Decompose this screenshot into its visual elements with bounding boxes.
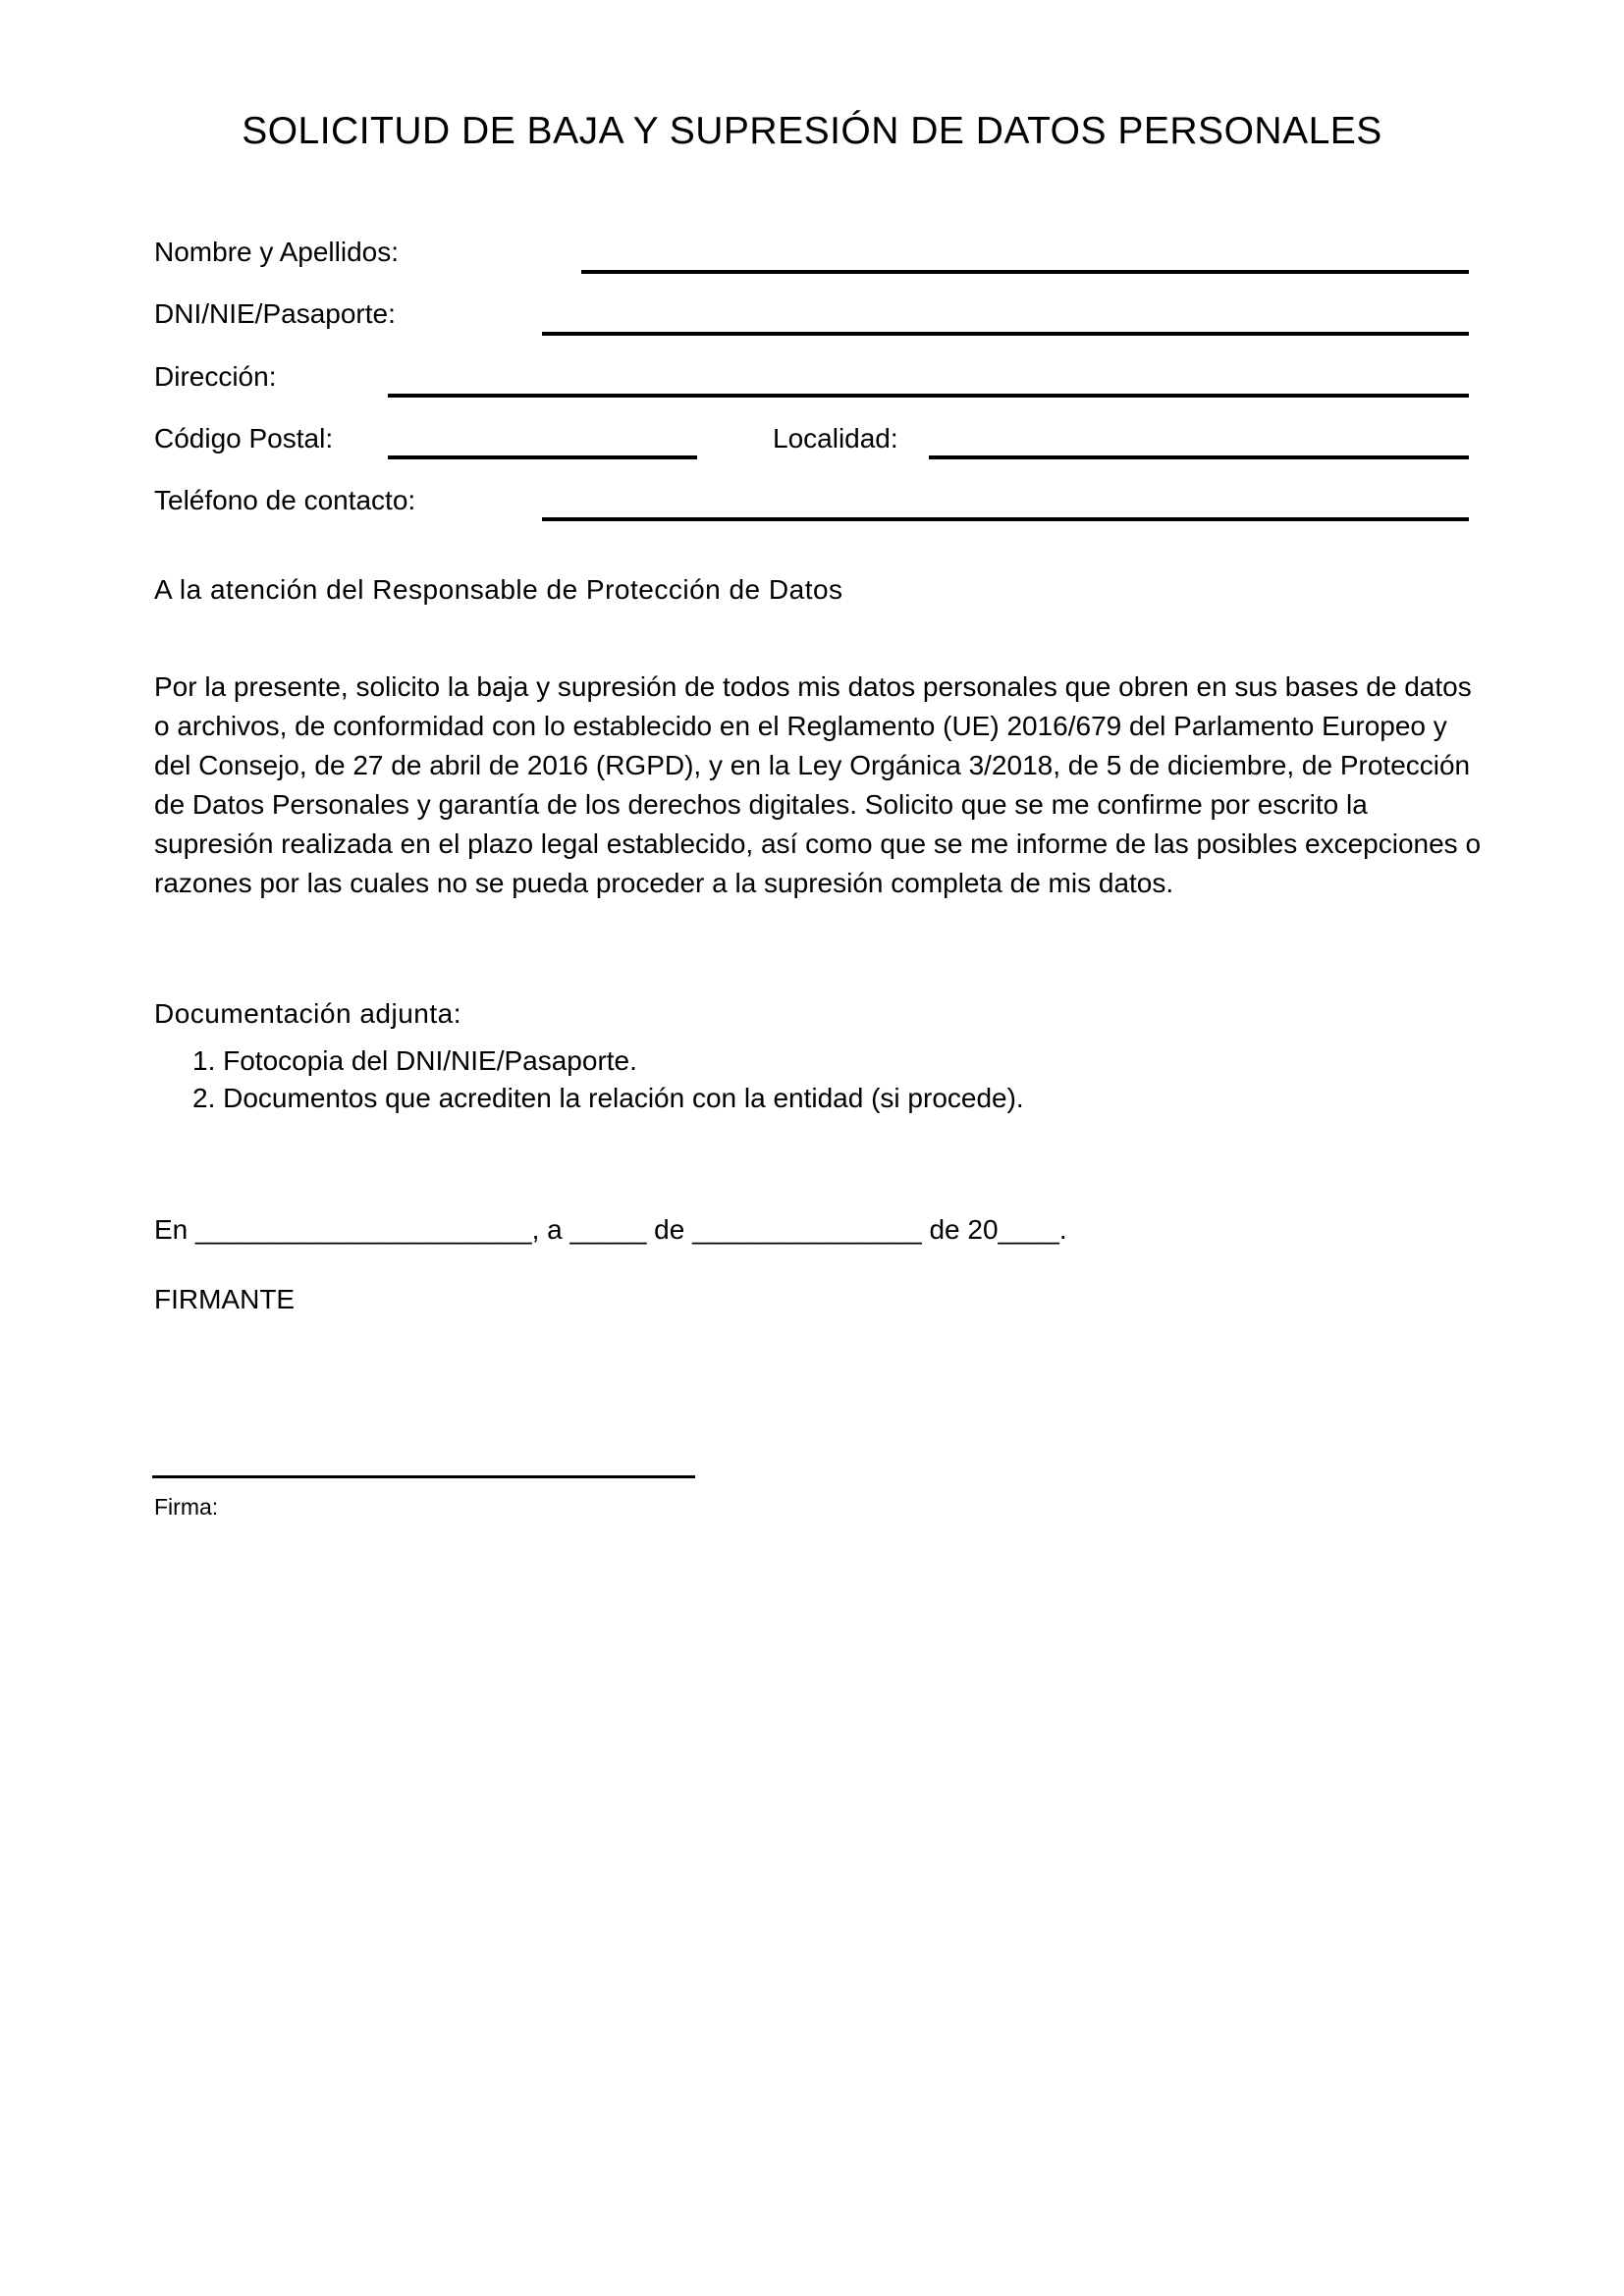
dni-label: DNI/NIE/Pasaporte: <box>154 298 396 329</box>
attachments-heading: Documentación adjunta: <box>154 998 461 1029</box>
attachment-item-2: 2. Documentos que acrediten la relación con la entidad (si procede). <box>192 1083 1024 1113</box>
date-place-line: En ______________________, a _____ de _______________ de 20____. <box>154 1214 1067 1245</box>
signature-line[interactable] <box>152 1475 695 1478</box>
telefono-field-line[interactable] <box>542 517 1469 521</box>
nombre-apellidos-field-line[interactable] <box>581 270 1469 274</box>
attention-line: A la atención del Responsable de Protección de Datos <box>154 574 843 605</box>
dni-field-line[interactable] <box>542 332 1469 336</box>
telefono-label: Teléfono de contacto: <box>154 485 416 515</box>
codigo-postal-label: Código Postal: <box>154 423 334 454</box>
document-title: SOLICITUD DE BAJA Y SUPRESIÓN DE DATOS PERSONALES <box>242 110 1382 152</box>
request-body-paragraph: Por la presente, solicito la baja y supresión de todos mis datos personales que obren en sus bases de datos o archivos, de conformidad con lo establecido en el Reglamento (UE) 2016/679 del Parlamento Europeo y del Consejo, de 27 de abril de 2016 (RGPD), y en la Ley Orgánica 3/2018, de 5 de diciembre, de Protección de Datos Personales y garantía de los derechos digitales. Solicito que se me confirme por escrito la supresión realizada en el plazo legal establecido, así como que se me informe de las posibles excepciones o razones por las cuales no se pueda proceder a la supresión completa de mis datos. <box>154 671 1482 898</box>
firma-label: Firma: <box>154 1494 219 1520</box>
localidad-label: Localidad: <box>773 423 898 454</box>
localidad-field-line[interactable] <box>929 455 1469 459</box>
nombre-apellidos-label: Nombre y Apellidos: <box>154 237 400 267</box>
attachment-item-1: 1. Fotocopia del DNI/NIE/Pasaporte. <box>192 1045 637 1076</box>
signer-heading: FIRMANTE <box>154 1284 296 1314</box>
direccion-label: Dirección: <box>154 361 277 392</box>
direccion-field-line[interactable] <box>388 394 1469 398</box>
codigo-postal-field-line[interactable] <box>388 455 697 459</box>
